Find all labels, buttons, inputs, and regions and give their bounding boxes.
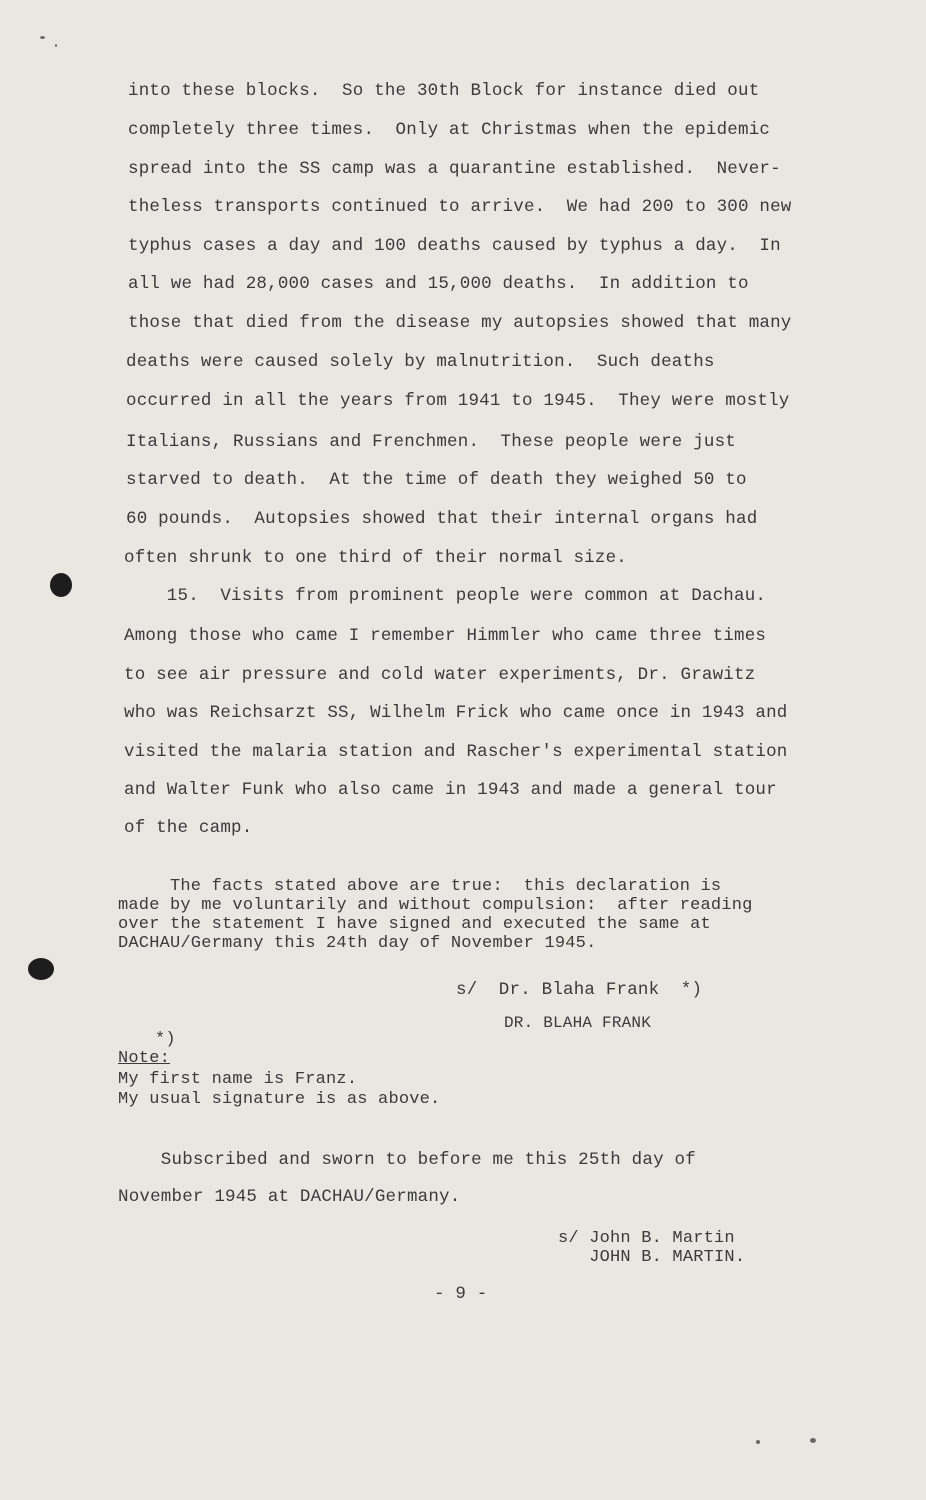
paragraph-15-line: 15. Visits from prominent people were common at Dachau. (124, 586, 767, 606)
paper-speck (55, 44, 57, 47)
body-line: deaths were caused solely by malnutrition. Such deaths (126, 352, 715, 372)
body-line: occurred in all the years from 1941 to 1945. They were mostly (126, 391, 790, 411)
paper-speck (756, 1440, 760, 1444)
body-line: often shrunk to one third of their normal size. (124, 548, 627, 568)
officer-signature: s/ John B. Martin (558, 1229, 735, 1248)
signature-name: DR. BLAHA FRANK (504, 1014, 652, 1032)
body-line: and Walter Funk who also came in 1943 and made a general tour (124, 780, 777, 800)
body-line: to see air pressure and cold water experiments, Dr. Grawitz (124, 665, 756, 685)
body-line: Among those who came I remember Himmler who came three times (124, 626, 767, 646)
binder-hole-bottom (28, 958, 54, 980)
signature-line: s/ Dr. Blaha Frank *) (456, 980, 703, 1000)
paper-speck (810, 1438, 816, 1443)
body-line: 60 pounds. Autopsies showed that their internal organs had (126, 509, 758, 529)
note-line: My usual signature is as above. (118, 1090, 441, 1109)
body-line: who was Reichsarzt SS, Wilhelm Frick who came once in 1943 and (124, 703, 788, 723)
note-line: My first name is Franz. (118, 1070, 358, 1089)
body-line: spread into the SS camp was a quarantine established. Never- (128, 159, 781, 179)
body-line: starved to death. At the time of death they weighed 50 to (126, 470, 747, 490)
binder-hole-top (50, 573, 72, 597)
body-line: completely three times. Only at Christmas when the epidemic (128, 120, 771, 140)
declaration-line: over the statement I have signed and executed the same at (118, 915, 711, 934)
body-line: typhus cases a day and 100 deaths caused by typhus a day. In (128, 236, 781, 256)
declaration-line: DACHAU/Germany this 24th day of November 1945. (118, 934, 597, 953)
officer-name: JOHN B. MARTIN. (558, 1248, 746, 1267)
declaration-line: The facts stated above are true: this declaration is (118, 877, 722, 896)
body-line: visited the malaria station and Rascher's experimental station (124, 742, 788, 762)
body-line: Italians, Russians and Frenchmen. These people were just (126, 432, 736, 452)
note-marker: *) (155, 1030, 176, 1049)
body-line: theless transports continued to arrive. We had 200 to 300 new (128, 197, 792, 217)
subscribed-line: Subscribed and sworn to before me this 25th day of (118, 1150, 696, 1170)
subscribed-line: November 1945 at DACHAU/Germany. (118, 1187, 461, 1207)
body-line: into these blocks. So the 30th Block for instance died out (128, 81, 760, 101)
note-heading: Note: (118, 1049, 171, 1068)
page-number: - 9 - (434, 1284, 488, 1304)
body-line: all we had 28,000 cases and 15,000 deaths. In addition to (128, 274, 749, 294)
body-line: those that died from the disease my autopsies showed that many (128, 313, 792, 333)
body-line: of the camp. (124, 818, 253, 838)
paper-speck (40, 36, 45, 39)
declaration-line: made by me voluntarily and without compulsion: after reading (118, 896, 753, 915)
